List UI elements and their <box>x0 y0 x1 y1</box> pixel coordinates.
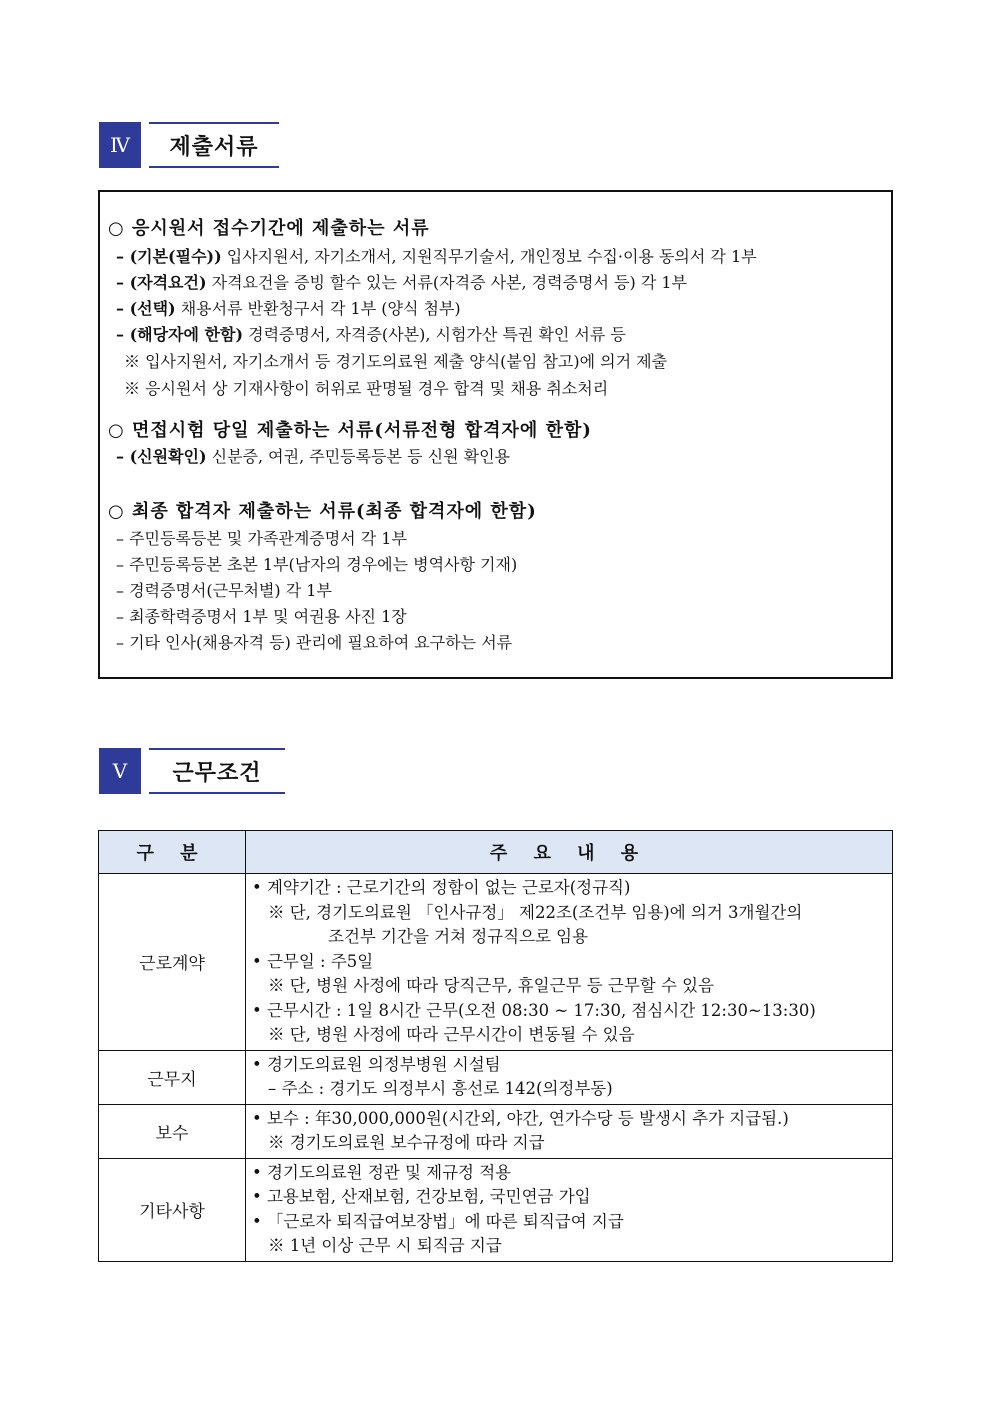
content-line: • 「근로자 퇴직급여보장법」에 따른 퇴직급여 지급 <box>252 1211 624 1231</box>
group1-item: – (자격요건) 자격요건을 증빙 할수 있는 서류(자격증 사본, 경력증명서 등) 각 1부 <box>116 273 688 292</box>
group1-item: – (선택) 채용서류 반환청구서 각 1부 (양식 첨부) <box>116 299 461 318</box>
table-row <box>99 874 893 1051</box>
group1-item: – (기본(필수)) 입사지원서, 자기소개서, 지원직무기술서, 개인정보 수집·이용 동의서 각 1부 <box>116 247 757 266</box>
group3-item: – 최종학력증명서 1부 및 여권용 사진 1장 <box>116 607 407 626</box>
content-line: ※ 단, 병원 사정에 따라 당직근무, 휴일근무 등 근무할 수 있음 <box>268 976 715 995</box>
group3-item: – 기타 인사(채용자격 등) 관리에 필요하여 요구하는 서류 <box>116 633 513 652</box>
content-line: ※ 단, 병원 사정에 따라 근무시간이 변동될 수 있음 <box>268 1025 635 1044</box>
row-content <box>246 1158 893 1261</box>
group1-item: – (해당자에 한함) 경력증명서, 자격증(사본), 시험가산 특권 확인 서류 등 <box>116 325 626 344</box>
content-line: • 고용보험, 산재보험, 건강보험, 국민연금 가입 <box>252 1187 591 1206</box>
group3-item: – 주민등록등본 및 가족관계증명서 각 1부 <box>116 529 407 548</box>
content-line: • 경기도의료원 정관 및 제규정 적용 <box>252 1162 512 1182</box>
row-content <box>246 1050 893 1104</box>
content-line: • 경기도의료원 의정부병원 시설팀 <box>252 1054 501 1074</box>
group3-heading: ○ 최종 합격자 제출하는 서류(최종 합격자에 한함) <box>108 501 537 522</box>
row-category: 근로계약 <box>99 874 246 1051</box>
content-line: 조건부 기간을 거쳐 정규직으로 임용 <box>328 927 589 946</box>
documents-box <box>98 190 893 679</box>
content-line: ※ 경기도의료원 보수규정에 따라 지급 <box>268 1133 545 1152</box>
content-line: ※ 단, 경기도의료원 「인사규정」 제22조(조건부 임용)에 의거 3개월간의 <box>268 902 803 922</box>
group3-item: – 주민등록등본 초본 1부(남자의 경우에는 병역사항 기재) <box>116 555 518 574</box>
content-line: ※ 1년 이상 근무 시 퇴직금 지급 <box>268 1236 502 1255</box>
table-row <box>99 1050 893 1104</box>
row-category: 근무지 <box>99 1050 246 1104</box>
section-5-number: Ⅴ <box>99 748 141 794</box>
content-line: – 주소 : 경기도 의정부시 흥선로 142(의정부동) <box>268 1079 613 1098</box>
group3-item: – 경력증명서(근무처별) 각 1부 <box>116 581 332 600</box>
group1-note: ※ 입사지원서, 자기소개서 등 경기도의료원 제출 양식(붙임 참고)에 의거 제출 <box>124 352 668 371</box>
group2-heading: ○ 면접시험 당일 제출하는 서류(서류전형 합격자에 한함) <box>108 420 592 441</box>
content-line: • 보수 : 年30,000,000원(시간외, 야간, 연가수당 등 발생시 추가 지급됨.) <box>252 1108 789 1128</box>
group1-heading: ○ 응시원서 접수기간에 제출하는 서류 <box>108 218 430 239</box>
content-line: • 근무시간 : 1일 8시간 근무(오전 08:30 ~ 17:30, 점심시간 12:30~13:30) <box>252 1000 816 1020</box>
group2-item: – (신원확인) 신분증, 여권, 주민등록등본 등 신원 확인용 <box>116 447 510 466</box>
row-category: 보수 <box>99 1104 246 1158</box>
group1-note: ※ 응시원서 상 기재사항이 허위로 판명될 경우 합격 및 채용 취소처리 <box>124 379 609 398</box>
row-content <box>246 1104 893 1158</box>
section-4-number: Ⅳ <box>99 122 141 168</box>
header-category: 구 분 <box>99 831 246 874</box>
content-line: • 근무일 : 주5일 <box>252 951 374 971</box>
table-header-row <box>99 831 893 874</box>
section-5-header <box>99 748 285 794</box>
row-content <box>246 874 893 1051</box>
work-conditions-table <box>98 830 893 1262</box>
section-5-title: 근무조건 <box>172 760 262 786</box>
table-row <box>99 1158 893 1261</box>
header-content: 주 요 내 용 <box>246 831 893 874</box>
content-line: • 계약기간 : 근로기간의 정함이 없는 근로자(정규직) <box>252 878 631 897</box>
section-4-title: 제출서류 <box>169 134 259 160</box>
table-row <box>99 1104 893 1158</box>
row-category: 기타사항 <box>99 1158 246 1261</box>
section-4-header <box>99 122 279 168</box>
